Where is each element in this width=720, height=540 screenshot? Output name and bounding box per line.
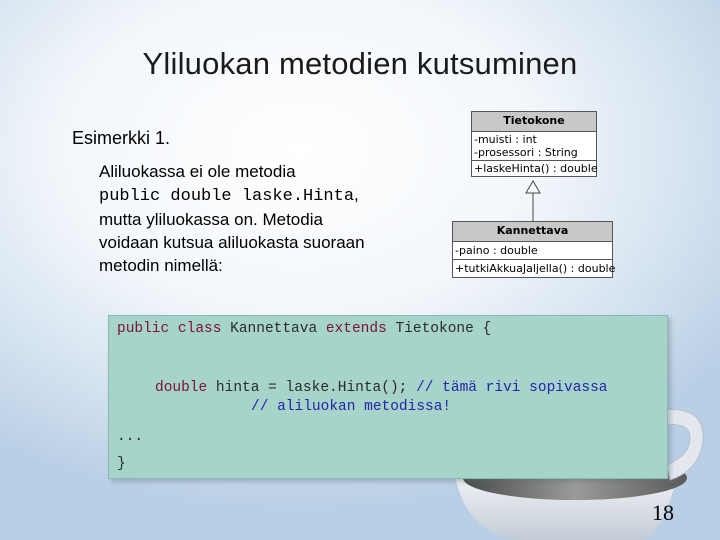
code-text: hinta = laske.Hinta(); xyxy=(207,380,417,396)
uml-attribute: -prosessori : String xyxy=(474,146,578,159)
code-comment: // tämä rivi sopivassa xyxy=(416,380,608,396)
code-keyword: class xyxy=(177,321,222,337)
code-comment: // aliluokan metodissa! xyxy=(251,399,452,415)
description-line: mutta yliluokassa on. Metodia xyxy=(99,210,323,229)
code-keyword: public xyxy=(117,321,170,337)
code-identifier: Kannettava xyxy=(230,321,318,337)
uml-attributes xyxy=(472,132,596,161)
uml-attributes xyxy=(453,242,612,260)
uml-class-tietokone xyxy=(471,111,597,177)
uml-class-name: Tietokone xyxy=(472,112,596,132)
uml-class-name: Kannettava xyxy=(453,222,612,242)
description-line: voidaan kutsua aliluokasta suoraan xyxy=(99,233,365,252)
punctuation: , xyxy=(354,185,359,204)
code-line xyxy=(155,380,608,396)
method-signature: public double laske.Hinta xyxy=(99,187,355,206)
slide-title: Yliluokan metodien kutsuminen xyxy=(142,46,578,81)
code-ellipsis: ... xyxy=(117,429,144,445)
code-text: Tietokone { xyxy=(395,321,492,337)
uml-method: +tutkiAkkuaJaljella() : double xyxy=(455,262,616,275)
uml-methods xyxy=(453,260,616,277)
code-keyword: double xyxy=(155,380,208,396)
code-keyword: extends xyxy=(325,321,387,337)
code-line xyxy=(117,321,491,337)
code-listing xyxy=(108,315,668,479)
uml-class-kannettava xyxy=(452,221,616,278)
description-line: Aliluokassa ei ole metodia xyxy=(99,162,296,181)
example-label: Esimerkki 1. xyxy=(72,128,171,148)
page-number: 18 xyxy=(652,500,674,525)
code-closing-brace: } xyxy=(117,456,126,472)
uml-method: +laskeHinta() : double xyxy=(474,162,598,175)
uml-attribute: -muisti : int xyxy=(474,133,537,146)
uml-attribute: -paino : double xyxy=(455,244,538,257)
description-line: metodin nimellä: xyxy=(99,256,223,275)
uml-methods xyxy=(472,161,596,176)
